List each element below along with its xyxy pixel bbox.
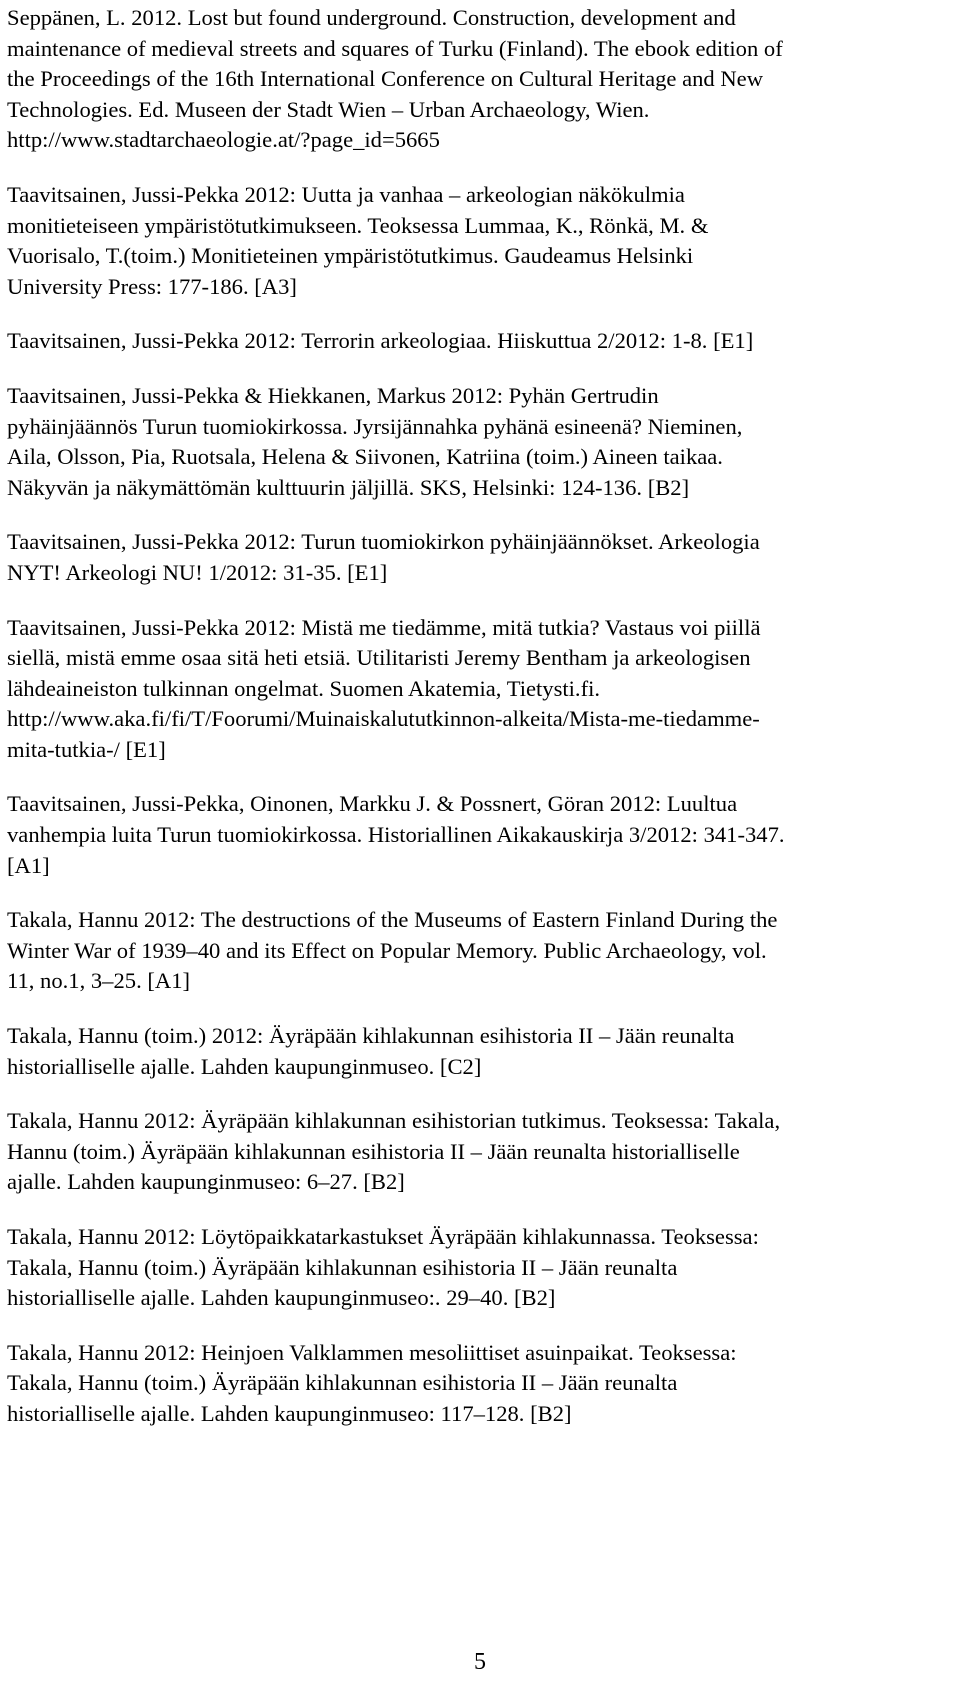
reference-line: NYT! Arkeologi NU! 1/2012: 31-35. [E1]	[7, 559, 388, 585]
reference-line: Takala, Hannu 2012: Äyräpään kihlakunnan esihistorian tutkimus. Teoksessa: Takala,	[7, 1108, 781, 1134]
reference-line: Seppänen, L. 2012. Lost but found underground. Construction, development and	[7, 5, 736, 30]
reference-line: Taavitsainen, Jussi-Pekka 2012: Turun tuomiokirkon pyhäinjäännökset. Arkeologia	[7, 529, 760, 555]
reference-url[interactable]: http://www.stadtarchaeologie.at/?page_id=5665	[7, 127, 440, 153]
reference-list	[7, 3, 953, 1454]
reference-line: Näkyvän ja näkymättömän kulttuurin jäljillä. SKS, Helsinki: 124-136. [B2]	[7, 474, 690, 500]
reference-line: Aila, Olsson, Pia, Ruotsala, Helena & Siivonen, Katriina (toim.) Aineen taikaa.	[7, 444, 723, 470]
reference-line: Taavitsainen, Jussi-Pekka 2012: Uutta ja vanhaa – arkeologian näkökulmia	[7, 181, 685, 207]
reference-url[interactable]: mita-tutkia-/ [E1]	[7, 736, 166, 762]
reference-line: Takala, Hannu (toim.) Äyräpään kihlakunnan esihistoria II – Jään reunalta	[7, 1370, 678, 1396]
reference-line: Winter War of 1939–40 and its Effect on Popular Memory. Public Archaeology, vol.	[7, 937, 767, 963]
reference-line: Taavitsainen, Jussi-Pekka & Hiekkanen, Markus 2012: Pyhän Gertrudin	[7, 382, 659, 408]
reference-line: lähdeaineiston tulkinnan ongelmat. Suomen Akatemia, Tietysti.fi.	[7, 675, 601, 701]
reference-entry	[7, 1021, 953, 1082]
reference-line: Takala, Hannu 2012: The destructions of the Museums of Eastern Finland During the	[7, 907, 778, 933]
reference-entry	[7, 3, 953, 156]
reference-line: historialliselle ajalle. Lahden kaupunginmuseo. [C2]	[7, 1053, 482, 1079]
reference-line: Hannu (toim.) Äyräpään kihlakunnan esihistoria II – Jään reunalta historialliselle	[7, 1138, 740, 1164]
reference-entry	[7, 789, 953, 881]
reference-entry	[7, 527, 953, 588]
reference-line: Technologies. Ed. Museen der Stadt Wien – Urban Archaeology, Wien.	[7, 96, 650, 122]
reference-entry	[7, 613, 953, 766]
page-number: 5	[474, 1649, 486, 1675]
reference-line: Taavitsainen, Jussi-Pekka, Oinonen, Markku J. & Possnert, Göran 2012: Luultua	[7, 791, 738, 817]
reference-line: Takala, Hannu (toim.) Äyräpään kihlakunnan esihistoria II – Jään reunalta	[7, 1254, 678, 1280]
reference-line: Taavitsainen, Jussi-Pekka 2012: Terrorin arkeologiaa. Hiiskuttua 2/2012: 1-8. [E1]	[7, 328, 754, 354]
reference-entry	[7, 1106, 953, 1198]
reference-entry	[7, 1338, 953, 1430]
reference-line: Takala, Hannu 2012: Löytöpaikkatarkastukset Äyräpään kihlakunnassa. Teoksessa:	[7, 1224, 759, 1249]
reference-line: [A1]	[7, 852, 50, 878]
reference-line: monitieteiseen ympäristötutkimukseen. Teoksessa Lummaa, K., Rönkä, M. &	[7, 212, 709, 238]
reference-entry	[7, 381, 953, 503]
reference-line: the Proceedings of the 16th International Conference on Cultural Heritage and New	[7, 66, 764, 92]
reference-line: vanhempia luita Turun tuomiokirkossa. Historiallinen Aikakauskirja 3/2012: 341-347.	[7, 822, 785, 848]
reference-line: siellä, mistä emme osaa sitä heti etsiä. Utilitaristi Jeremy Bentham ja arkeologisen	[7, 645, 751, 671]
reference-entry	[7, 905, 953, 997]
reference-line: historialliselle ajalle. Lahden kaupunginmuseo:. 29–40. [B2]	[7, 1285, 556, 1311]
reference-line: 11, no.1, 3–25. [A1]	[7, 968, 191, 994]
reference-entry	[7, 326, 953, 357]
reference-line: pyhäinjäännös Turun tuomiokirkossa. Jyrsijännahka pyhänä esineenä? Nieminen,	[7, 413, 743, 439]
reference-line: Takala, Hannu 2012: Heinjoen Valklammen mesoliittiset asuinpaikat. Teoksessa:	[7, 1339, 737, 1365]
reference-line: Vuorisalo, T.(toim.) Monitieteinen ympäristötutkimus. Gaudeamus Helsinki	[7, 243, 694, 269]
reference-line: Taavitsainen, Jussi-Pekka 2012: Mistä me tiedämme, mitä tutkia? Vastaus voi piillä	[7, 614, 761, 640]
reference-line: University Press: 177-186. [A3]	[7, 273, 297, 299]
reference-entry	[7, 1222, 953, 1314]
reference-line: historialliselle ajalle. Lahden kaupunginmuseo: 117–128. [B2]	[7, 1400, 572, 1426]
reference-line: ajalle. Lahden kaupunginmuseo: 6–27. [B2]	[7, 1169, 405, 1195]
reference-url[interactable]: http://www.aka.fi/fi/T/Foorumi/Muinaiskalututkinnon-alkeita/Mista-me-tiedamme-	[7, 706, 760, 732]
reference-line: maintenance of medieval streets and squares of Turku (Finland). The ebook edition of	[7, 35, 783, 61]
reference-line: Takala, Hannu (toim.) 2012: Äyräpään kihlakunnan esihistoria II – Jään reunalta	[7, 1023, 735, 1049]
reference-entry	[7, 180, 953, 302]
